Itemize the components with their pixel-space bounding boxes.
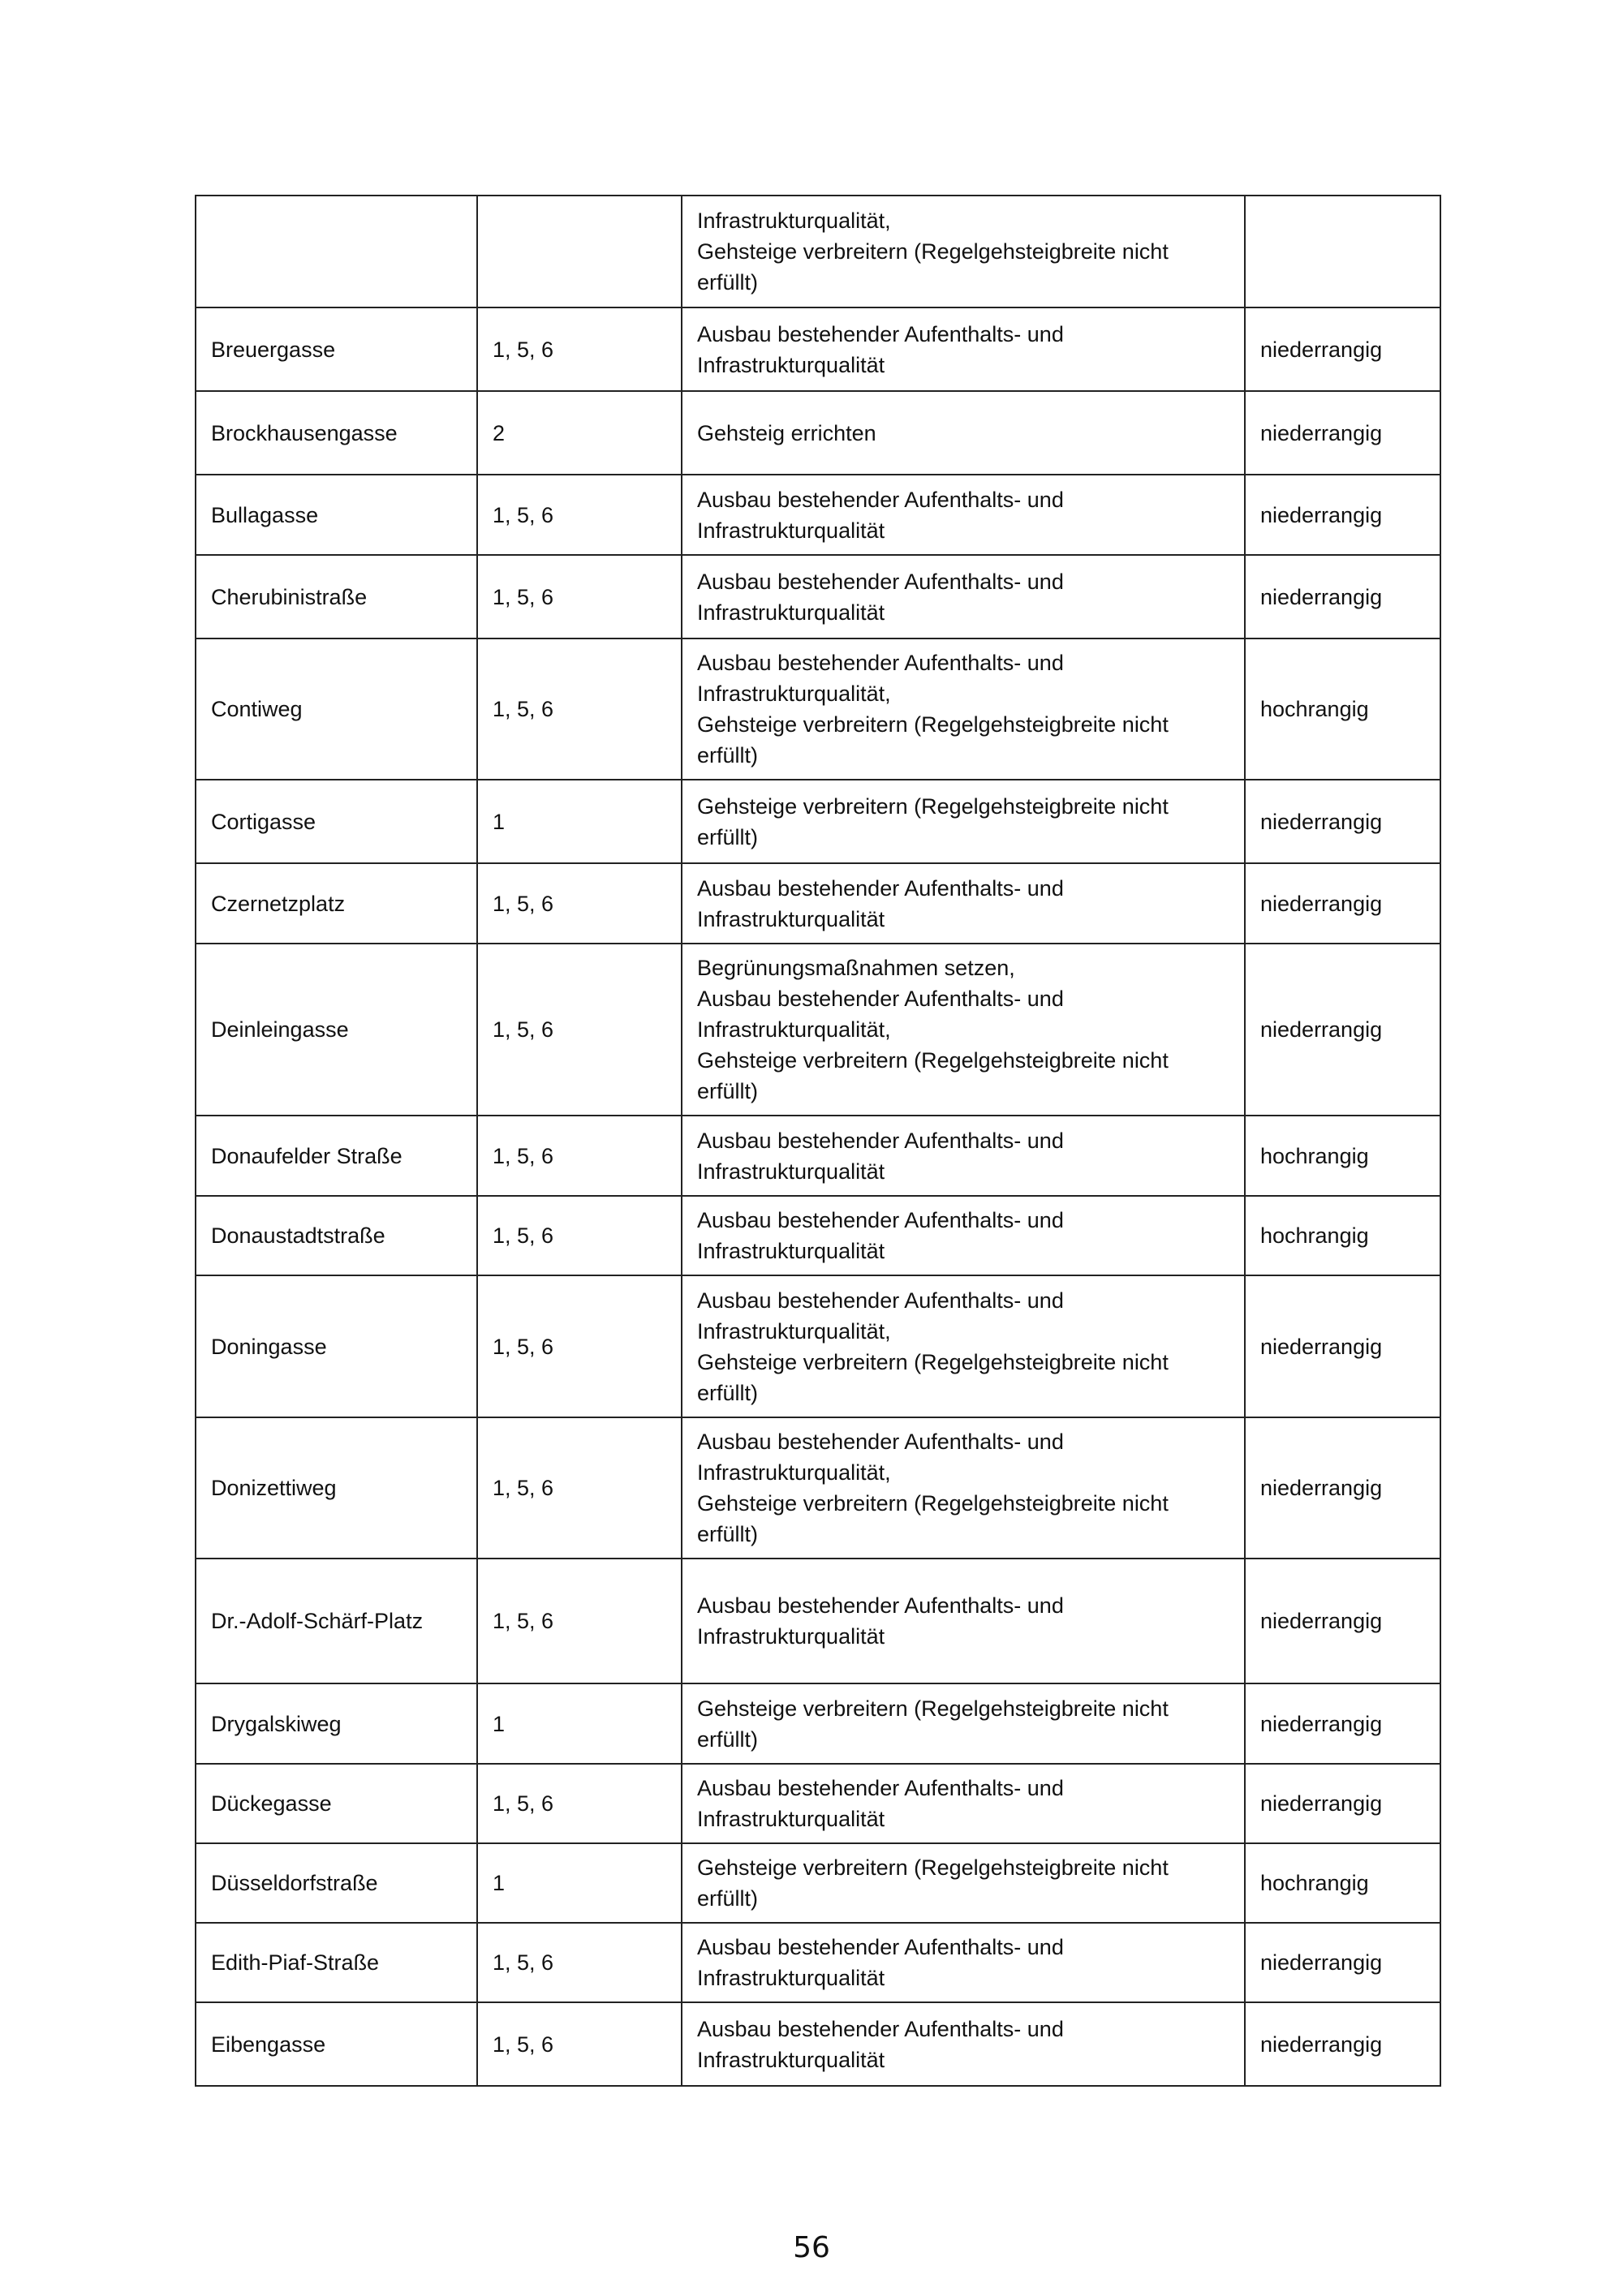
table-row: [196, 1196, 1440, 1275]
measures-cell: Ausbau bestehender Aufenthalts- und Infrastrukturqualität: [682, 2002, 1245, 2086]
codes-cell: 1, 5, 6: [477, 307, 682, 391]
measures-cell: Ausbau bestehender Aufenthalts- und Infrastrukturqualität: [682, 1196, 1245, 1275]
measures-cell: Gehsteige verbreitern (Regelgehsteigbreite nicht erfüllt): [682, 780, 1245, 863]
codes-cell: 1, 5, 6: [477, 475, 682, 555]
table-row: [196, 196, 1440, 307]
codes-cell: 1, 5, 6: [477, 1559, 682, 1683]
table-row: [196, 863, 1440, 944]
codes-cell: 1: [477, 780, 682, 863]
street-cell: Brockhausengasse: [196, 391, 477, 475]
measures-cell: Gehsteige verbreitern (Regelgehsteigbreite nicht erfüllt): [682, 1843, 1245, 1923]
codes-cell: 1, 5, 6: [477, 638, 682, 780]
rank-cell: niederrangig: [1245, 1417, 1440, 1559]
street-cell: Donaustadtstraße: [196, 1196, 477, 1275]
table-row: [196, 1923, 1440, 2002]
measures-cell: Ausbau bestehender Aufenthalts- und Infrastrukturqualität: [682, 307, 1245, 391]
rank-cell: niederrangig: [1245, 1923, 1440, 2002]
table-row: [196, 475, 1440, 555]
street-cell: Breuergasse: [196, 307, 477, 391]
rank-cell: niederrangig: [1245, 1764, 1440, 1843]
measures-cell: Ausbau bestehender Aufenthalts- und Infrastrukturqualität: [682, 1764, 1245, 1843]
table-row: [196, 1764, 1440, 1843]
rank-cell: hochrangig: [1245, 1116, 1440, 1196]
street-cell: Düsseldorfstraße: [196, 1843, 477, 1923]
table-row: [196, 2002, 1440, 2086]
page-number: 56: [793, 2231, 830, 2264]
rank-cell: niederrangig: [1245, 2002, 1440, 2086]
codes-cell: 1, 5, 6: [477, 1116, 682, 1196]
codes-cell: 1: [477, 1843, 682, 1923]
street-cell: Czernetzplatz: [196, 863, 477, 944]
codes-cell: 1, 5, 6: [477, 1764, 682, 1843]
rank-cell: niederrangig: [1245, 944, 1440, 1116]
measures-cell: Ausbau bestehender Aufenthalts- und Infrastrukturqualität, Gehsteige verbreitern (Regelgehsteigbreite nicht erfüllt): [682, 638, 1245, 780]
measures-cell: Ausbau bestehender Aufenthalts- und Infrastrukturqualität, Gehsteige verbreitern (Regelgehsteigbreite nicht erfüllt): [682, 1275, 1245, 1417]
rank-cell: hochrangig: [1245, 1843, 1440, 1923]
rank-cell: niederrangig: [1245, 391, 1440, 475]
street-cell: Bullagasse: [196, 475, 477, 555]
codes-cell: 1, 5, 6: [477, 863, 682, 944]
measures-cell: Infrastrukturqualität, Gehsteige verbreitern (Regelgehsteigbreite nicht erfüllt): [682, 196, 1245, 307]
street-cell: Dückegasse: [196, 1764, 477, 1843]
codes-cell: 2: [477, 391, 682, 475]
table-row: [196, 780, 1440, 863]
table-row: [196, 944, 1440, 1116]
street-cell: Deinleingasse: [196, 944, 477, 1116]
table-row: [196, 391, 1440, 475]
codes-cell: 1, 5, 6: [477, 1923, 682, 2002]
rank-cell: niederrangig: [1245, 307, 1440, 391]
rank-cell: niederrangig: [1245, 1559, 1440, 1683]
street-cell: Cherubinistraße: [196, 555, 477, 638]
street-cell: Donaufelder Straße: [196, 1116, 477, 1196]
table-row: [196, 1116, 1440, 1196]
table-row: [196, 638, 1440, 780]
table-row: [196, 1275, 1440, 1417]
rank-cell: hochrangig: [1245, 638, 1440, 780]
measures-cell: Gehsteig errichten: [682, 391, 1245, 475]
rank-cell: niederrangig: [1245, 780, 1440, 863]
measures-cell: Ausbau bestehender Aufenthalts- und Infrastrukturqualität: [682, 555, 1245, 638]
codes-cell: 1, 5, 6: [477, 1417, 682, 1559]
rank-cell: niederrangig: [1245, 863, 1440, 944]
codes-cell: 1: [477, 1683, 682, 1764]
street-cell: Eibengasse: [196, 2002, 477, 2086]
measures-cell: Ausbau bestehender Aufenthalts- und Infrastrukturqualität: [682, 1116, 1245, 1196]
measures-table: [195, 195, 1441, 2087]
measures-cell: Ausbau bestehender Aufenthalts- und Infrastrukturqualität: [682, 863, 1245, 944]
table-row: [196, 1559, 1440, 1683]
rank-cell: niederrangig: [1245, 475, 1440, 555]
street-cell: Cortigasse: [196, 780, 477, 863]
rank-cell: niederrangig: [1245, 555, 1440, 638]
street-cell: Drygalskiweg: [196, 1683, 477, 1764]
codes-cell: 1, 5, 6: [477, 555, 682, 638]
rank-cell: [1245, 196, 1440, 307]
table-row: [196, 1417, 1440, 1559]
rank-cell: niederrangig: [1245, 1683, 1440, 1764]
table-row: [196, 555, 1440, 638]
codes-cell: 1, 5, 6: [477, 1196, 682, 1275]
codes-cell: 1, 5, 6: [477, 1275, 682, 1417]
codes-cell: 1, 5, 6: [477, 944, 682, 1116]
measures-cell: Ausbau bestehender Aufenthalts- und Infrastrukturqualität: [682, 1559, 1245, 1683]
table-row: [196, 1683, 1440, 1764]
rank-cell: hochrangig: [1245, 1196, 1440, 1275]
street-cell: Dr.-Adolf-Schärf-Platz: [196, 1559, 477, 1683]
codes-cell: 1, 5, 6: [477, 2002, 682, 2086]
measures-cell: Ausbau bestehender Aufenthalts- und Infrastrukturqualität: [682, 475, 1245, 555]
street-cell: Edith-Piaf-Straße: [196, 1923, 477, 2002]
table-body: [196, 196, 1440, 2086]
street-cell: Contiweg: [196, 638, 477, 780]
measures-cell: Ausbau bestehender Aufenthalts- und Infrastrukturqualität, Gehsteige verbreitern (Regelgehsteigbreite nicht erfüllt): [682, 1417, 1245, 1559]
rank-cell: niederrangig: [1245, 1275, 1440, 1417]
measures-cell: Gehsteige verbreitern (Regelgehsteigbreite nicht erfüllt): [682, 1683, 1245, 1764]
street-cell: Doningasse: [196, 1275, 477, 1417]
table-row: [196, 307, 1440, 391]
codes-cell: [477, 196, 682, 307]
measures-cell: Ausbau bestehender Aufenthalts- und Infrastrukturqualität: [682, 1923, 1245, 2002]
measures-cell: Begrünungsmaßnahmen setzen, Ausbau bestehender Aufenthalts- und Infrastrukturqualität, Gehsteige verbreitern (Regelgehsteigbreite nicht erfüllt): [682, 944, 1245, 1116]
street-cell: [196, 196, 477, 307]
table-row: [196, 1843, 1440, 1923]
street-cell: Donizettiweg: [196, 1417, 477, 1559]
